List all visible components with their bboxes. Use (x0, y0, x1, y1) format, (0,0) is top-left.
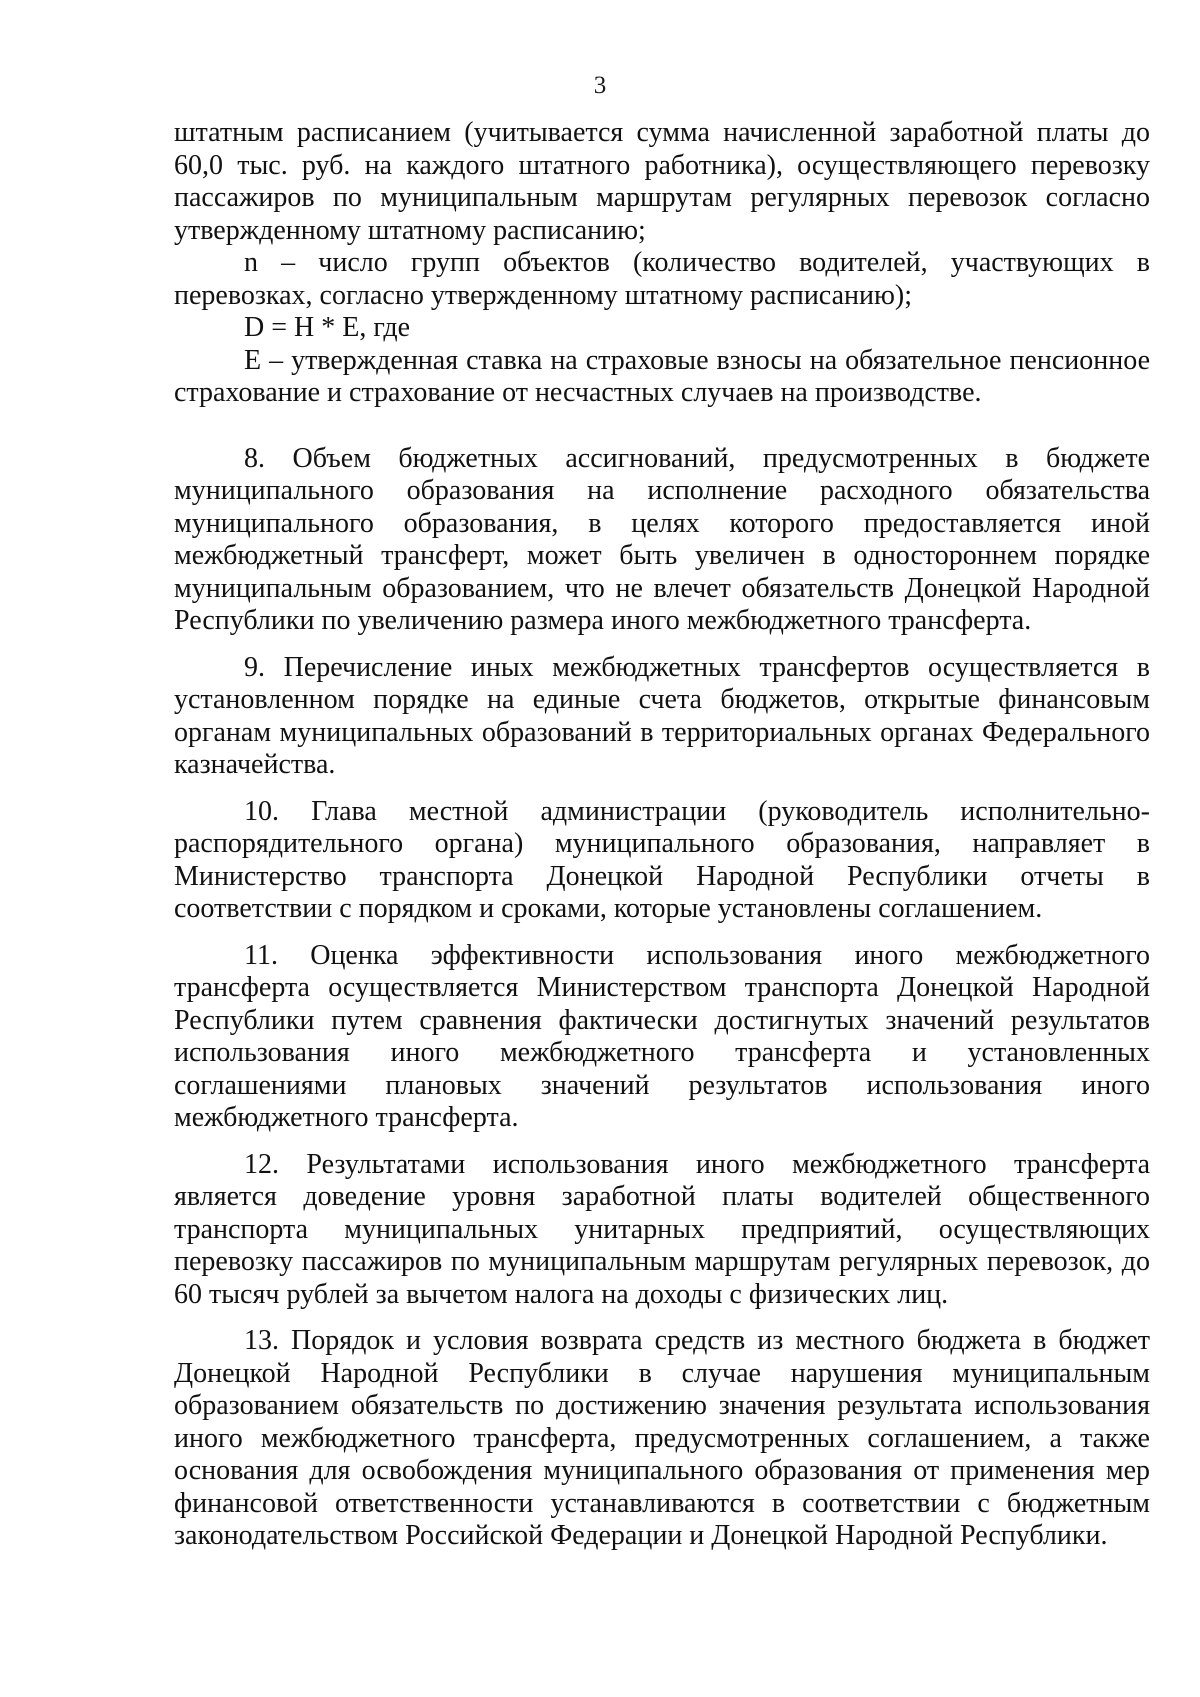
paragraph-11: 11. Оценка эффективности использования иного межбюджетного трансферта осуществляется Министерством транспорта Донецкой Народной Республики путем сравнения фактически достигнутых значений результатов использования иного межбюджетного трансферта и установленных соглашениями плановых значений результатов использования иного межбюджетного трансферта. (174, 939, 1150, 1133)
page-number: 3 (593, 72, 607, 99)
paragraph-continuation: штатным расписанием (учитывается сумма начисленной заработной платы до 60,0 тыс. руб. на каждого штатного работника), осуществляющего перевозку пассажиров по муниципальным маршрутам регулярных перевозок согласно утвержденному штатному расписанию; (174, 117, 1150, 246)
paragraph-8: 8. Объем бюджетных ассигнований, предусмотренных в бюджете муниципального образования на исполнение расходного обязательства муниципального образования, в целях которого предоставляется иной межбюджетный трансферт, может быть увеличен в одностороннем порядке муниципальным образованием, что не влечет обязательств Донецкой Народной Республики по увеличению размера иного межбюджетного трансферта. (174, 442, 1150, 636)
paragraph-9: 9. Перечисление иных межбюджетных трансфертов осуществляется в установленном порядке на единые счета бюджетов, открытые финансовым органам муниципальных образований в территориальных органах Федерального казначейства. (174, 651, 1150, 780)
paragraph-e-definition: E – утвержденная ставка на страховые взносы на обязательное пенсионное страхование и страхование от несчастных случаев на производстве. (174, 344, 1150, 408)
paragraph-13: 13. Порядок и условия возврата средств из местного бюджета в бюджет Донецкой Народной Республики в случае нарушения муниципальным образованием обязательств по достижению значения результата использования иного межбюджетного трансферта, предусмотренных соглашением, а также основания для освобождения муниципального образования от применения мер финансовой ответственности устанавливаются в соответствии с бюджетным законодательством Российской Федерации и Донецкой Народной Республики. (174, 1325, 1150, 1551)
paragraph-12: 12. Результатами использования иного межбюджетного трансферта является доведение уровня заработной платы водителей общественного транспорта муниципальных унитарных предприятий, осуществляющих перевозку пассажиров по муниципальным маршрутам регулярных перевозок, до 60 тысяч рублей за вычетом налога на доходы с физических лиц. (174, 1148, 1150, 1310)
paragraph-10: 10. Глава местной администрации (руководитель исполнительно-распорядительного органа) муниципального образования, направляет в Министерство транспорта Донецкой Народной Республики отчеты в соответствии с порядком и сроками, которые установлены соглашением. (174, 795, 1150, 924)
paragraph-n-definition: n – число групп объектов (количество водителей, участвующих в перевозках, согласно утвержденному штатному расписанию); (174, 247, 1150, 311)
document-body (174, 117, 1150, 1553)
paragraph-formula: D = H * E, где (244, 312, 411, 343)
